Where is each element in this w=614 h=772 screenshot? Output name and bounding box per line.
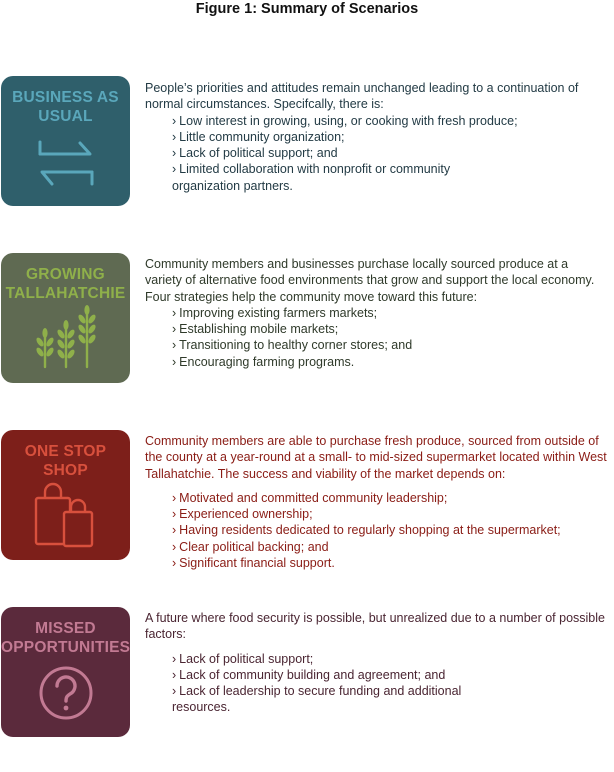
- list-item: › Encouraging farming programs.: [172, 354, 355, 369]
- list-item: › Improving existing farmers markets;: [172, 305, 378, 320]
- list-item: › Little community organization;: [172, 129, 345, 144]
- tile-title: GROWING TALLAHATCHIE: [5, 266, 126, 302]
- list-item: › Establishing mobile markets;: [172, 322, 339, 337]
- scenario-tile: [1, 430, 130, 560]
- list-item: › Significant financial support.: [172, 556, 335, 571]
- scenario-intro: A future where food security is possible, but unrealized due to a number of possible factors:: [145, 611, 605, 642]
- list-item: › Clear political backing; and: [172, 539, 329, 554]
- scenario-tile: [1, 253, 130, 383]
- scenario-intro: Community members and businesses purchase locally sourced produce at a variety of alternative food environments that grow and support the local economy. Four strategies help the community move toward this future:: [145, 257, 595, 304]
- list-item: › Low interest in growing, using, or cooking with fresh produce;: [172, 113, 518, 128]
- shopping-bags-icon: [1, 482, 130, 552]
- list-item: › Limited collaboration with nonprofit or community organization partners.: [172, 162, 451, 193]
- scenario-description: [145, 80, 607, 194]
- list-item: › Experienced ownership;: [172, 507, 313, 522]
- bullet-list: [145, 651, 502, 716]
- list-item: › Lack of political support; and: [172, 146, 338, 161]
- bullet-list: [145, 490, 607, 571]
- scenario-tile: [1, 76, 130, 206]
- bullet-list: [145, 305, 607, 370]
- list-item: › Lack of leadership to secure funding and additional resources.: [172, 684, 462, 715]
- scenario-description: [145, 256, 607, 370]
- question-mark-circle-icon: [1, 663, 130, 723]
- tile-title: ONE STOP SHOP: [24, 443, 107, 479]
- list-item: › Having residents dedicated to regularly shopping at the supermarket;: [172, 523, 561, 538]
- figure-title: Figure 1: Summary of Scenarios: [195, 1, 419, 17]
- scenario-intro: Community members are able to purchase fresh produce, sourced from outside of the county at a year-round at a small- to mid-sized supermarket located within West Tallahatchie. The success and viability of the market depends on:: [145, 434, 607, 481]
- list-item: › Transitioning to healthy corner stores; and: [172, 338, 413, 353]
- list-item: › Motivated and committed community leadership;: [172, 490, 448, 505]
- swap-arrows-icon: [1, 134, 130, 194]
- scenario-description: [145, 610, 607, 716]
- scenario-tile: [1, 607, 130, 737]
- list-item: › Lack of political support;: [172, 651, 314, 666]
- wheat-stalks-icon: [1, 305, 130, 371]
- scenario-intro: People’s priorities and attitudes remain unchanged leading to a continuation of normal circumstances. Specifcally, there is:: [145, 81, 579, 112]
- scenario-description: [145, 433, 607, 571]
- list-item: › Lack of community building and agreement; and: [172, 667, 446, 682]
- bullet-list: [145, 113, 518, 194]
- tile-title: MISSED OPPORTUNITIES: [1, 620, 131, 656]
- tile-title: BUSINESS AS USUAL: [12, 89, 119, 125]
